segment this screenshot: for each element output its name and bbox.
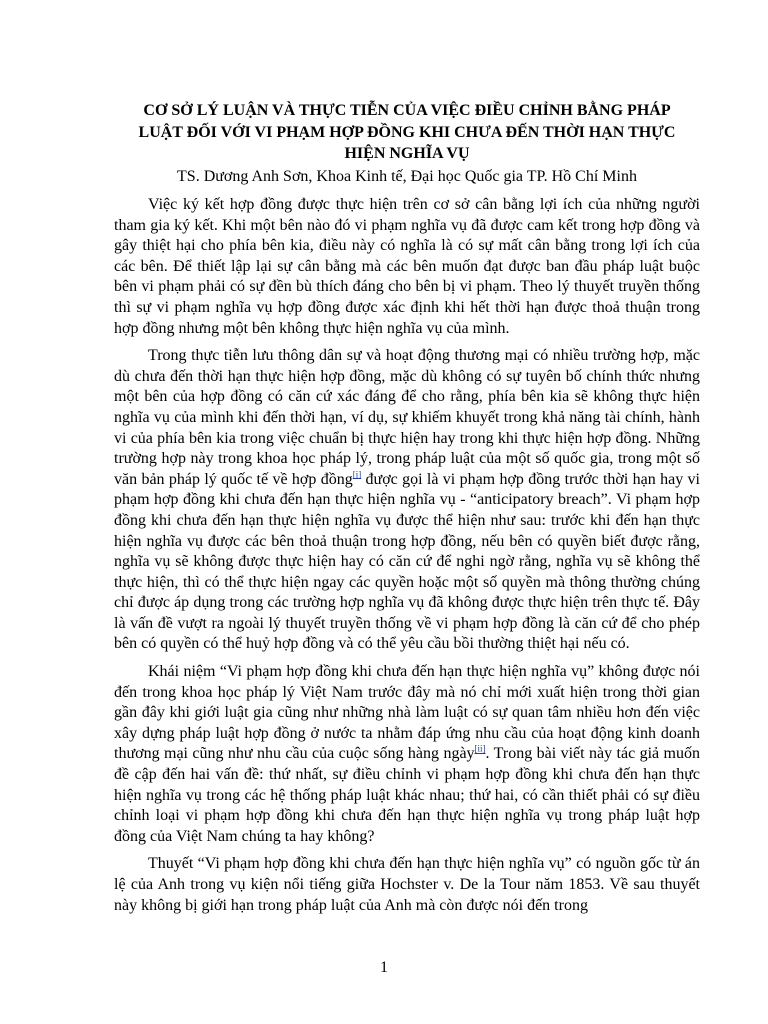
paragraph-4: Thuyết “Vi phạm hợp đồng khi chưa đến hạn thực hiện nghĩa vụ” có nguồn gốc từ án lệ của Anh trong vụ kiện nổi tiếng giữa Hochster v. De la Tour năm 1853. Về sau thuyết này không bị giới hạn trong pháp luật của Anh mà còn được nói đến trong xyxy=(114,855,700,914)
title-line-3: HIỆN NGHĨA VỤ xyxy=(344,145,470,162)
document-body xyxy=(114,195,700,926)
title-line-2: LUẬT ĐỐI VỚI VI PHẠM HỢP ĐỒNG KHI CHƯA ĐẾN THỜI HẠN THỰC xyxy=(138,123,676,141)
author-line: TS. Dương Anh Sơn, Khoa Kinh tế, Đại học Quốc gia TP. Hồ Chí Minh xyxy=(177,168,637,185)
page-title xyxy=(114,100,700,165)
footnote-ref-2[interactable]: [ii] xyxy=(474,744,486,755)
paragraph-1: Việc ký kết hợp đồng được thực hiện trên cơ sở cân bằng lợi ích của những người tham gia ký kết. Khi một bên nào đó vi phạm nghĩa vụ đã được cam kết trong hợp đồng và gây thiệt hại cho phía bên kia, điều này có nghĩa là có sự mất cân bằng trong lợi ích của các bên. Để thiết lập lại sự cân bằng mà các bên muốn đạt được ban đầu pháp luật buộc bên vi phạm phải có sự đền bù thích đáng cho bên bị vi phạm. Theo lý thuyết truyền thống thì sự vi phạm nghĩa vụ hợp đồng được xác định khi hết thời hạn được thoả thuận trong hợp đồng nhưng một bên không thực hiện nghĩa vụ của mình. xyxy=(114,196,700,337)
paragraph-3-text-b: . Trong bài viết này tác giả muốn đề cập đến hai vấn đề: thứ nhất, sự điều chỉnh vi phạm hợp đồng khi chưa đến hạn thực hiện nghĩa vụ trong các hệ thống pháp luật khác nhau; thứ hai, có cần thiết phải có sự điều chỉnh loại vi phạm hợp đồng khi chưa đến hạn thực hiện nghĩa vụ trong pháp luật hợp đồng của Việt Nam chúng ta hay không? xyxy=(114,745,700,845)
paragraph-3-text-a: Khái niệm “Vi phạm hợp đồng khi chưa đến hạn thực hiện nghĩa vụ” không được nói đến trong khoa học pháp lý Việt Nam trước đây mà nó chỉ mới xuất hiện trong thời gian gần đây khi giới luật gia cũng như những nhà làm luật có sự quan tâm nhiều hơn đến việc xây dựng pháp luật hợp đồng ở nước ta nhằm đáp ứng nhu cầu của hoạt động kinh doanh thương mại cũng như nhu cầu của cuộc sống hàng ngày xyxy=(114,663,700,763)
paragraph-2-text-b: được gọi là vi phạm hợp đồng trước thời hạn hay vi phạm hợp đồng khi chưa đến hạn thực hiện nghĩa vụ - “anticipatory breach”. Vi phạm hợp đồng khi chưa đến hạn thực hiện nghĩa vụ được thể hiện như sau: trước khi đến hạn thực hiện nghĩa vụ được các bên thoả thuận trong hợp đồng, nếu bên có quyền biết được rằng, nghĩa vụ sẽ không được thực hiện hay có căn cứ để nghi ngờ rằng, nghĩa vụ sẽ không thể thực hiện, thì có thể thực hiện ngay các quyền hoặc một số quyền mà thông thường chúng chỉ được áp dụng trong các trường hợp nghĩa vụ đã không được thực hiện trên thực tế. Đây là vấn đề vượt ra ngoài lý thuyết truyền thống về vi phạm hợp đồng là căn cứ để cho phép bên có quyền có thể huỷ hợp đồng và có thể yêu cầu bồi thường thiệt hại nếu có. xyxy=(114,470,700,653)
page-number: 1 xyxy=(380,959,388,976)
paragraph-2-text-a: Trong thực tiễn lưu thông dân sự và hoạt động thương mại có nhiều trường hợp, mặc dù chưa đến thời hạn thực hiện hợp đồng, mặc dù không có sự tuyên bố chính thức nhưng một bên của hợp đồng có căn cứ xác đáng để cho rằng, phía bên kia sẽ không thực hiện nghĩa vụ của mình khi đến thời hạn, ví dụ, sự khiếm khuyết trong khả năng tài chính, hành vi của phía bên kia trong việc chuẩn bị thực hiện hay trong khi thực hiện hợp đồng. Những trường hợp này trong khoa học pháp lý, trong pháp luật của một số quốc gia, trong một số văn bản pháp lý quốc tế về hợp đồng xyxy=(114,347,700,488)
footnote-ref-1[interactable]: [i] xyxy=(352,469,362,480)
paragraph-3 xyxy=(114,662,700,847)
title-line-1: CƠ SỞ LÝ LUẬN VÀ THỰC TIỄN CỦA VIỆC ĐIỀU CHỈNH BẰNG PHÁP xyxy=(143,102,671,119)
paragraph-2 xyxy=(114,346,700,655)
